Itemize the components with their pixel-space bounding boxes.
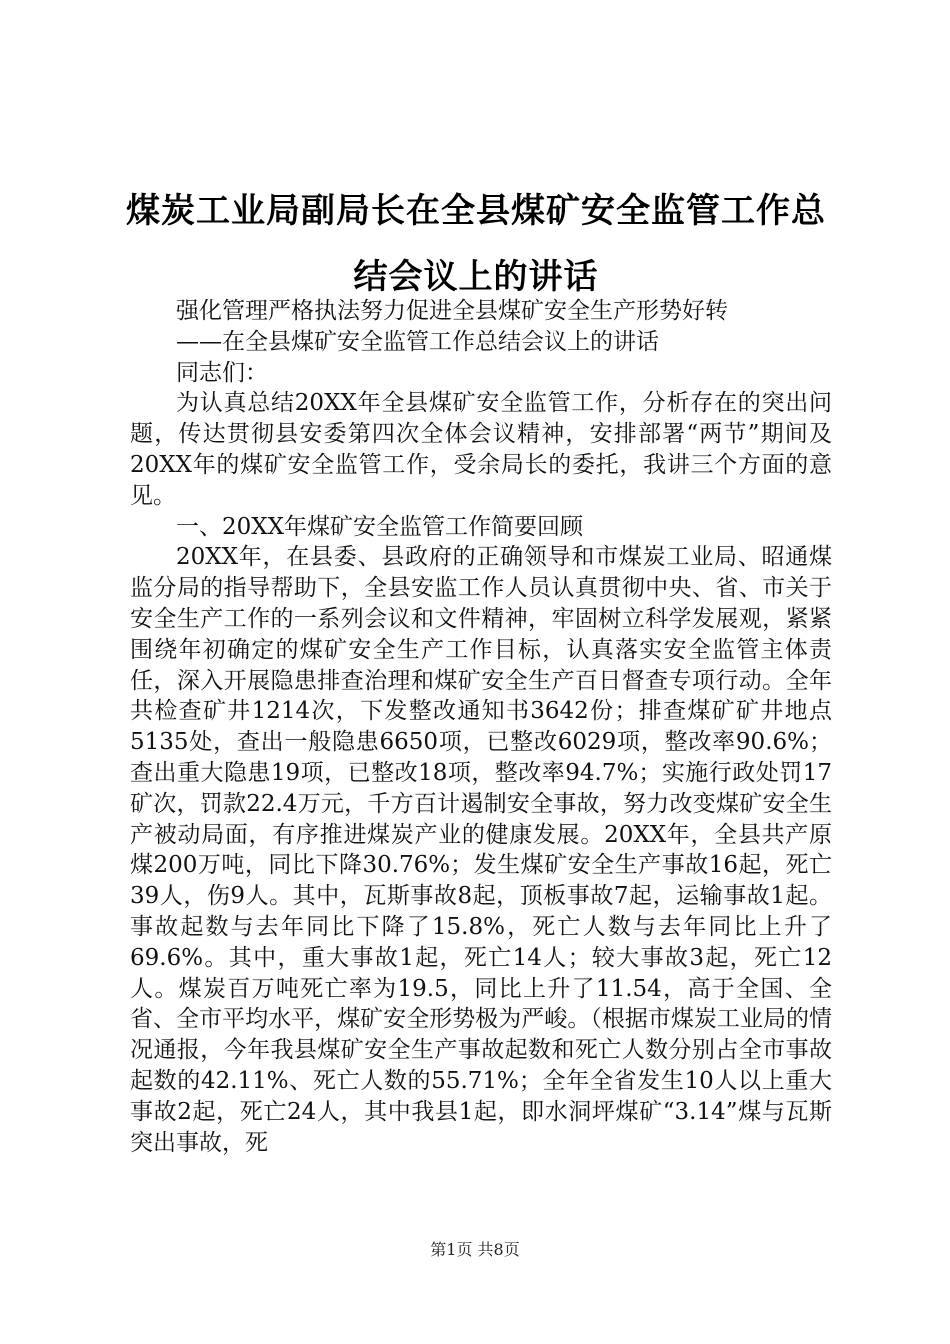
page-number: 第1页 共8页 bbox=[430, 1240, 520, 1259]
paragraph-intro: 为认真总结20XX年全县煤矿安全监管工作，分析存在的突出问题，传达贯彻县安委第四次全体会议精神，安排部署“两节”期间及20XX年的煤矿安全监管工作，受余局长的委托，我讲三个方面的意见。 bbox=[130, 390, 832, 509]
document-title: 煤炭工业局副局长在全县煤矿安全监管工作总结会议上的讲话 bbox=[126, 191, 826, 297]
speech-subtitle: 强化管理严格执法努力促进全县煤矿安全生产形势好转 bbox=[176, 298, 728, 324]
paragraph-review: 20XX年，在县委、县政府的正确领导和市煤炭工业局、昭通煤监分局的指导帮助下，全县安监工作人员认真贯彻中央、省、市关于安全生产工作的一系列会议和文件精神，牢固树立科学发展观，紧紧围绕年初确定的煤矿安全生产工作目标，认真落实安全监管主体责任，深入开展隐患排查治理和煤矿安全生产百日督查专项行动。全年共检查矿井1214次，下发整改通知书3642份；排查煤矿矿井地点5135处，查出一般隐患6650项，已整改6029项，整改率90.6%；查出重大隐患19项，已整改18项，整改率94.7%；实施行政处罚17矿次，罚款22.4万元，千方百计遏制安全事故，努力改变煤矿安全生产被动局面，有序推进煤炭产业的健康发展。20XX年，全县共产原煤200万吨，同比下降30.76%；发生煤矿安全生产事故16起，死亡39人，伤9人。其中，瓦斯事故8起，顶板事故7起，运输事故1起。事故起数与去年同比下降了15.8%，死亡人数与去年同比上升了69.6%。其中，重大事故1起，死亡14人；较大事故3起，死亡12人。煤炭百万吨死亡率为19.5，同比上升了11.54，高于全国、全省、全市平均水平，煤矿安全形势极为严峻。（根据市煤炭工业局的情况通报，今年我县煤矿安全生产事故起数和死亡人数分别占全市事故起数的42.11%、死亡人数的55.71%；全年全省发生10人以上重大事故2起，死亡24人，其中我县1起，即水洞坪煤矿“3.14”煤与瓦斯突出事故，死 bbox=[130, 544, 832, 1156]
speech-subtitle-note: ——在全县煤矿安全监管工作总结会议上的讲话 bbox=[176, 328, 659, 355]
section-heading: 一、20XX年煤矿安全监管工作简要回顾 bbox=[176, 513, 584, 540]
document-body bbox=[130, 296, 832, 1158]
greeting: 同志们： bbox=[176, 359, 268, 386]
